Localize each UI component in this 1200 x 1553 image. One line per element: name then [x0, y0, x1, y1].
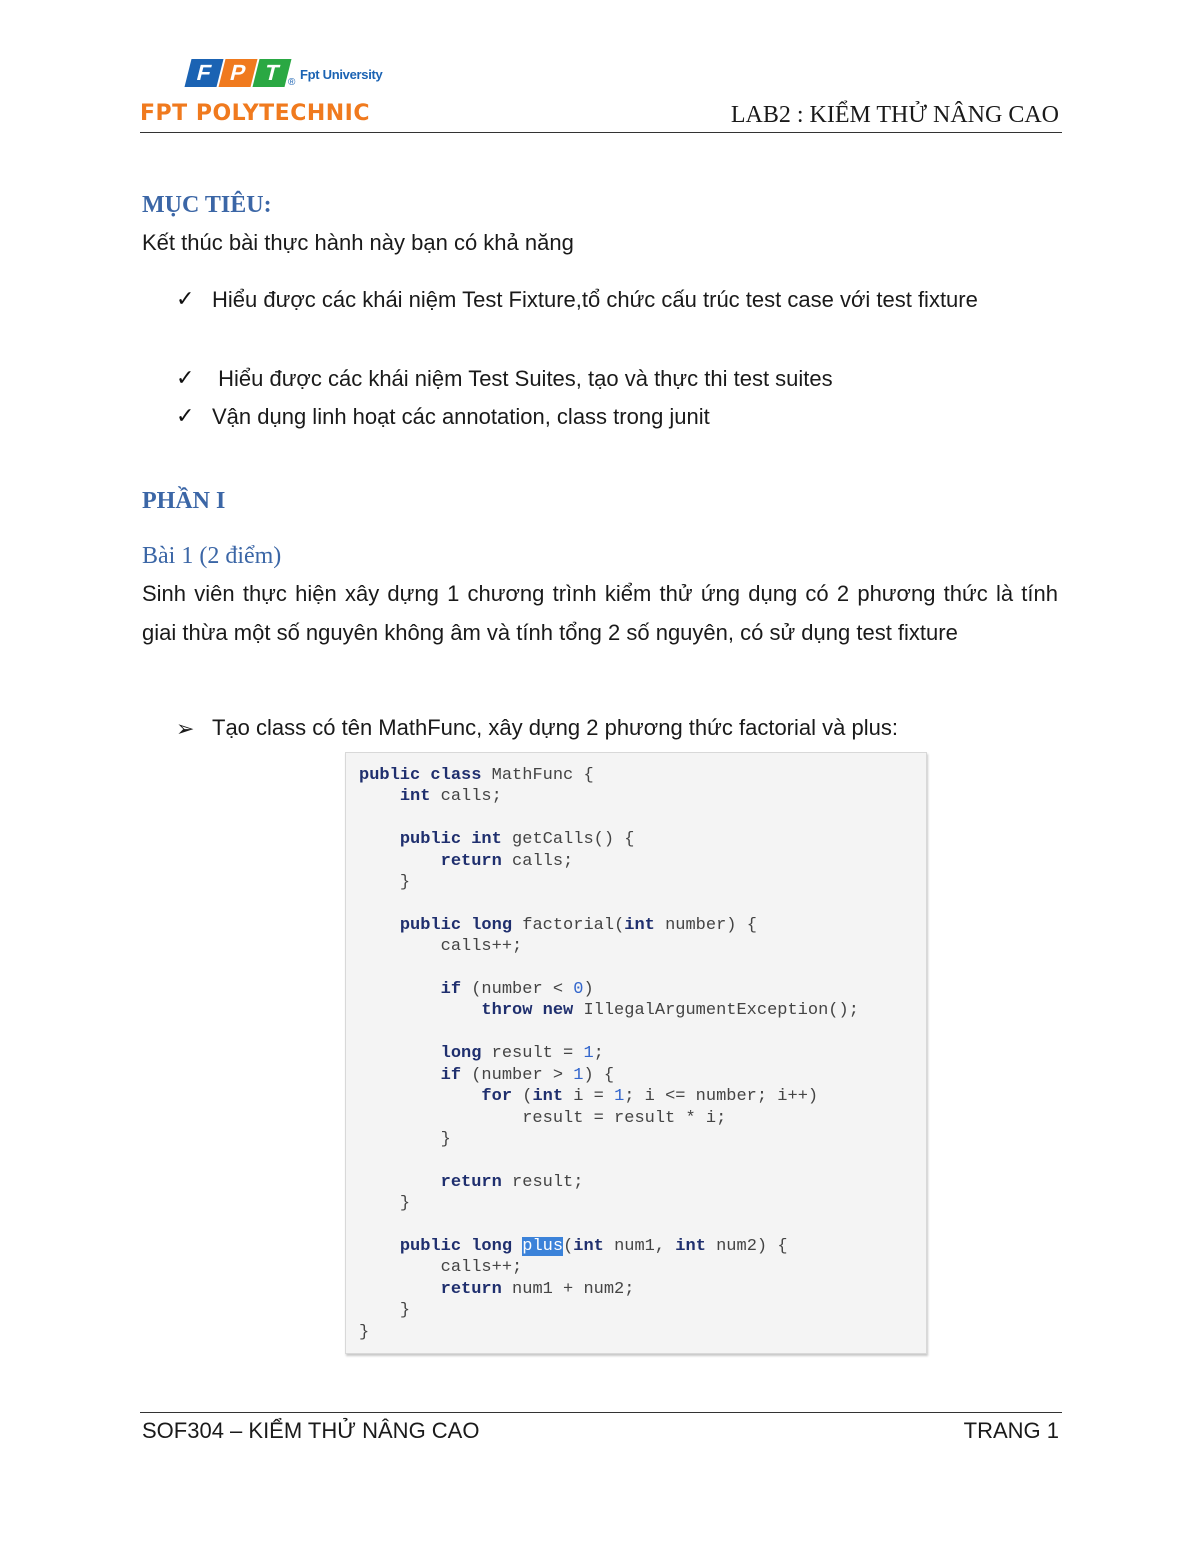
logo-subtext: Fpt University: [300, 67, 383, 82]
footer-course: SOF304 – KIỂM THỬ NÂNG CAO: [142, 1418, 480, 1443]
exercise-description: Sinh viên thực hiện xây dựng 1 chương trình kiểm thử ứng dụng có 2 phương thức là tính giai thừa một số nguyên không âm và tính tổng 2 số nguyên, có sử dụng test fixture: [142, 581, 1058, 645]
brand-name: FPT POLYTECHNIC: [140, 101, 371, 126]
objectives-heading: MỤC TIÊU:: [142, 192, 272, 218]
check-icon: ✓: [176, 286, 195, 311]
code-listing: public class MathFunc { int calls; public int getCalls() { return calls; } public long factorial(int number) { calls++; if (number < 0) throw new IllegalArgumentException(); long result = 1; if (number > 1) { for (int i = 1; i <= number; i++) result = result * i; } return result; } public long plus(int num1, int num2) { calls++; return num1 + num2; } }: [359, 766, 859, 1342]
exercise-step: Tạo class có tên MathFunc, xây dựng 2 phương thức factorial và plus:: [212, 715, 898, 740]
check-icon: ✓: [176, 365, 195, 390]
lab-title: LAB2 : KIỂM THỬ NÂNG CAO: [730, 102, 1059, 128]
footer-page-number: TRANG 1: [963, 1418, 1059, 1443]
fpt-logo: [140, 55, 400, 130]
logo-letter-t: T: [253, 59, 292, 87]
logo-registered-mark: ®: [288, 77, 296, 88]
arrow-bullet-icon: ➢: [176, 716, 195, 741]
logo-letter-p: P: [219, 59, 258, 87]
objectives-intro: Kết thúc bài thực hành này bạn có khả năng: [142, 230, 574, 255]
header-divider: [140, 132, 1062, 133]
objective-item: Hiểu được các khái niệm Test Suites, tạo và thực thi test suites: [212, 366, 833, 391]
part-heading: PHẦN I: [142, 488, 226, 514]
objective-item: Hiểu được các khái niệm Test Fixture,tổ chức cấu trúc test case với test fixture: [212, 287, 978, 312]
selected-text-highlight: plus: [522, 1236, 564, 1256]
objective-item: Vận dụng linh hoạt các annotation, class trong junit: [212, 404, 710, 429]
check-icon: ✓: [176, 403, 195, 428]
footer-divider: [140, 1412, 1062, 1413]
code-block: [345, 752, 927, 1354]
logo-letter-f: F: [185, 59, 224, 87]
exercise-title: Bài 1 (2 điểm): [142, 543, 282, 569]
